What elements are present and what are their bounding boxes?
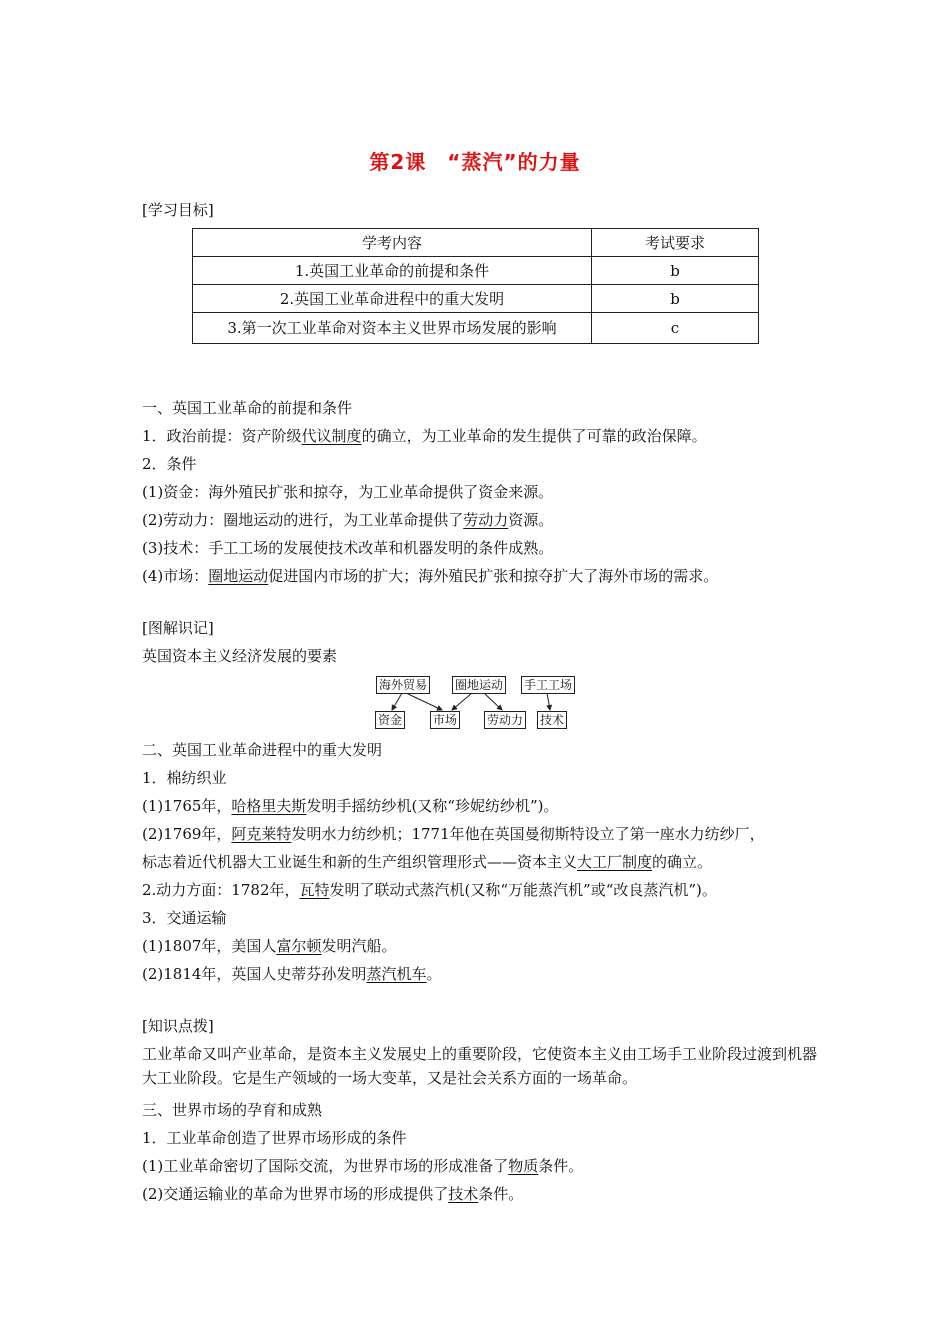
key-term: 富尔顿 — [276, 937, 322, 955]
text: (2)交通运输业的革命为世界市场的形成提供了 — [142, 1185, 449, 1203]
column-header-level: 考试要求 — [592, 229, 759, 257]
s1-political-premise — [142, 426, 707, 446]
key-term: 蒸汽机车 — [366, 965, 427, 983]
goal-level: b — [592, 257, 759, 285]
table-row — [193, 313, 759, 344]
table-header-row — [193, 229, 759, 257]
text: 发明水力纺纱机；1771年他在英国曼彻斯特设立了第一座水力纺纱厂， — [291, 825, 765, 843]
s2-watt — [142, 880, 717, 900]
tip-text: 工业革命又叫产业革命，是资本主义发展史上的重要阶段，它使资本主义由工场手工业阶段过渡到机器大工业阶段。它是生产领域的一场大变革，又是社会关系方面的一场革命。 — [142, 1045, 818, 1087]
s2-transport: 3．交通运输 — [142, 909, 227, 927]
text: 条件。 — [538, 1157, 584, 1175]
diagram-node-enclosure: 圈地运动 — [452, 676, 506, 694]
s2-fulton — [142, 936, 396, 956]
s1-technology: (3)技术：手工工场的发展使技术改革和机器发明的条件成熟。 — [142, 539, 554, 557]
s1-labor — [142, 510, 553, 530]
text: 标志着近代机器大工业诞生和新的生产组织管理形式——资本主义 — [142, 853, 578, 871]
text: 资源。 — [508, 511, 554, 529]
text: 1．政治前提：资产阶级 — [142, 427, 302, 445]
section-3-heading: 三、世界市场的孕育和成熟 — [142, 1101, 323, 1119]
diagram-node-market: 市场 — [430, 711, 460, 729]
diagram-node-labor: 劳动力 — [484, 711, 526, 729]
goal-level: b — [592, 285, 759, 313]
diagram-caption: 英国资本主义经济发展的要素 — [142, 647, 338, 665]
s2-cotton: 1．棉纺织业 — [142, 769, 227, 787]
text: (1)工业革命密切了国际交流，为世界市场的形成准备了 — [142, 1157, 509, 1175]
goal-content: 1.英国工业革命的前提和条件 — [193, 257, 592, 285]
text: 。 — [426, 965, 442, 983]
diagram-node-technology: 技术 — [537, 711, 567, 729]
s2-hargreaves — [142, 796, 558, 816]
text: 发明汽船。 — [321, 937, 397, 955]
text: 的确立。 — [652, 853, 713, 871]
key-term: 劳动力 — [463, 511, 509, 529]
column-header-content: 学考内容 — [193, 229, 592, 257]
s3-conditions: 1．工业革命创造了世界市场形成的条件 — [142, 1129, 407, 1147]
s3-material — [142, 1156, 583, 1176]
key-term: 圈地运动 — [208, 567, 269, 585]
text: (1)1807年，美国人 — [142, 937, 277, 955]
text: (2)劳动力：圈地运动的进行，为工业革命提供了 — [142, 511, 464, 529]
diagram-node-overseas-trade: 海外贸易 — [376, 676, 430, 694]
text: (1)1765年， — [142, 797, 232, 815]
text: 2.动力方面：1782年， — [142, 881, 300, 899]
key-term: 瓦特 — [299, 881, 330, 899]
s1-conditions-heading: 2．条件 — [142, 455, 197, 473]
goal-level: c — [592, 313, 759, 344]
tip-label: [知识点拨] — [142, 1017, 214, 1035]
diagram-node-workshop: 手工工场 — [521, 676, 575, 694]
text: (4)市场： — [142, 567, 209, 585]
factors-diagram — [372, 676, 582, 730]
goals-section-label: [学习目标] — [142, 201, 214, 219]
text: (2)1814年，英国人史蒂芬孙发明 — [142, 965, 367, 983]
s1-market — [142, 566, 718, 586]
s1-capital: (1)资金：海外殖民扩张和掠夺，为工业革命提供了资金来源。 — [142, 483, 554, 501]
text: 条件。 — [478, 1185, 524, 1203]
diagram-label: [图解识记] — [142, 619, 214, 637]
text: (2)1769年， — [142, 825, 232, 843]
goal-content: 3.第一次工业革命对资本主义世界市场发展的影响 — [193, 313, 592, 344]
table-row — [193, 285, 759, 313]
s2-stephenson — [142, 964, 441, 984]
text: 促进国内市场的扩大；海外殖民扩张和掠夺扩大了海外市场的需求。 — [268, 567, 719, 585]
section-1-heading: 一、英国工业革命的前提和条件 — [142, 399, 353, 417]
text: 发明了联动式蒸汽机(又称“万能蒸汽机”或“改良蒸汽机”)。 — [329, 881, 717, 899]
key-term: 代议制度 — [301, 427, 362, 445]
key-term: 大工厂制度 — [577, 853, 653, 871]
key-term: 阿克莱特 — [231, 825, 292, 843]
s2-factory-system — [142, 852, 712, 872]
key-term: 哈格里夫斯 — [231, 797, 307, 815]
text: 发明手摇纺纱机(又称“珍妮纺纱机”)。 — [306, 797, 559, 815]
diagram-node-capital: 资金 — [375, 711, 405, 729]
s3-technology — [142, 1184, 523, 1204]
section-2-heading: 二、英国工业革命进程中的重大发明 — [142, 741, 383, 759]
page-title: 第2课 “蒸汽”的力量 — [369, 150, 581, 174]
key-term: 技术 — [448, 1185, 479, 1203]
s2-arkwright — [142, 824, 765, 844]
goal-content: 2.英国工业革命进程中的重大发明 — [193, 285, 592, 313]
table-row — [193, 257, 759, 285]
text: 的确立，为工业革命的发生提供了可靠的政治保障。 — [361, 427, 707, 445]
goals-table — [192, 228, 759, 344]
key-term: 物质 — [508, 1157, 539, 1175]
